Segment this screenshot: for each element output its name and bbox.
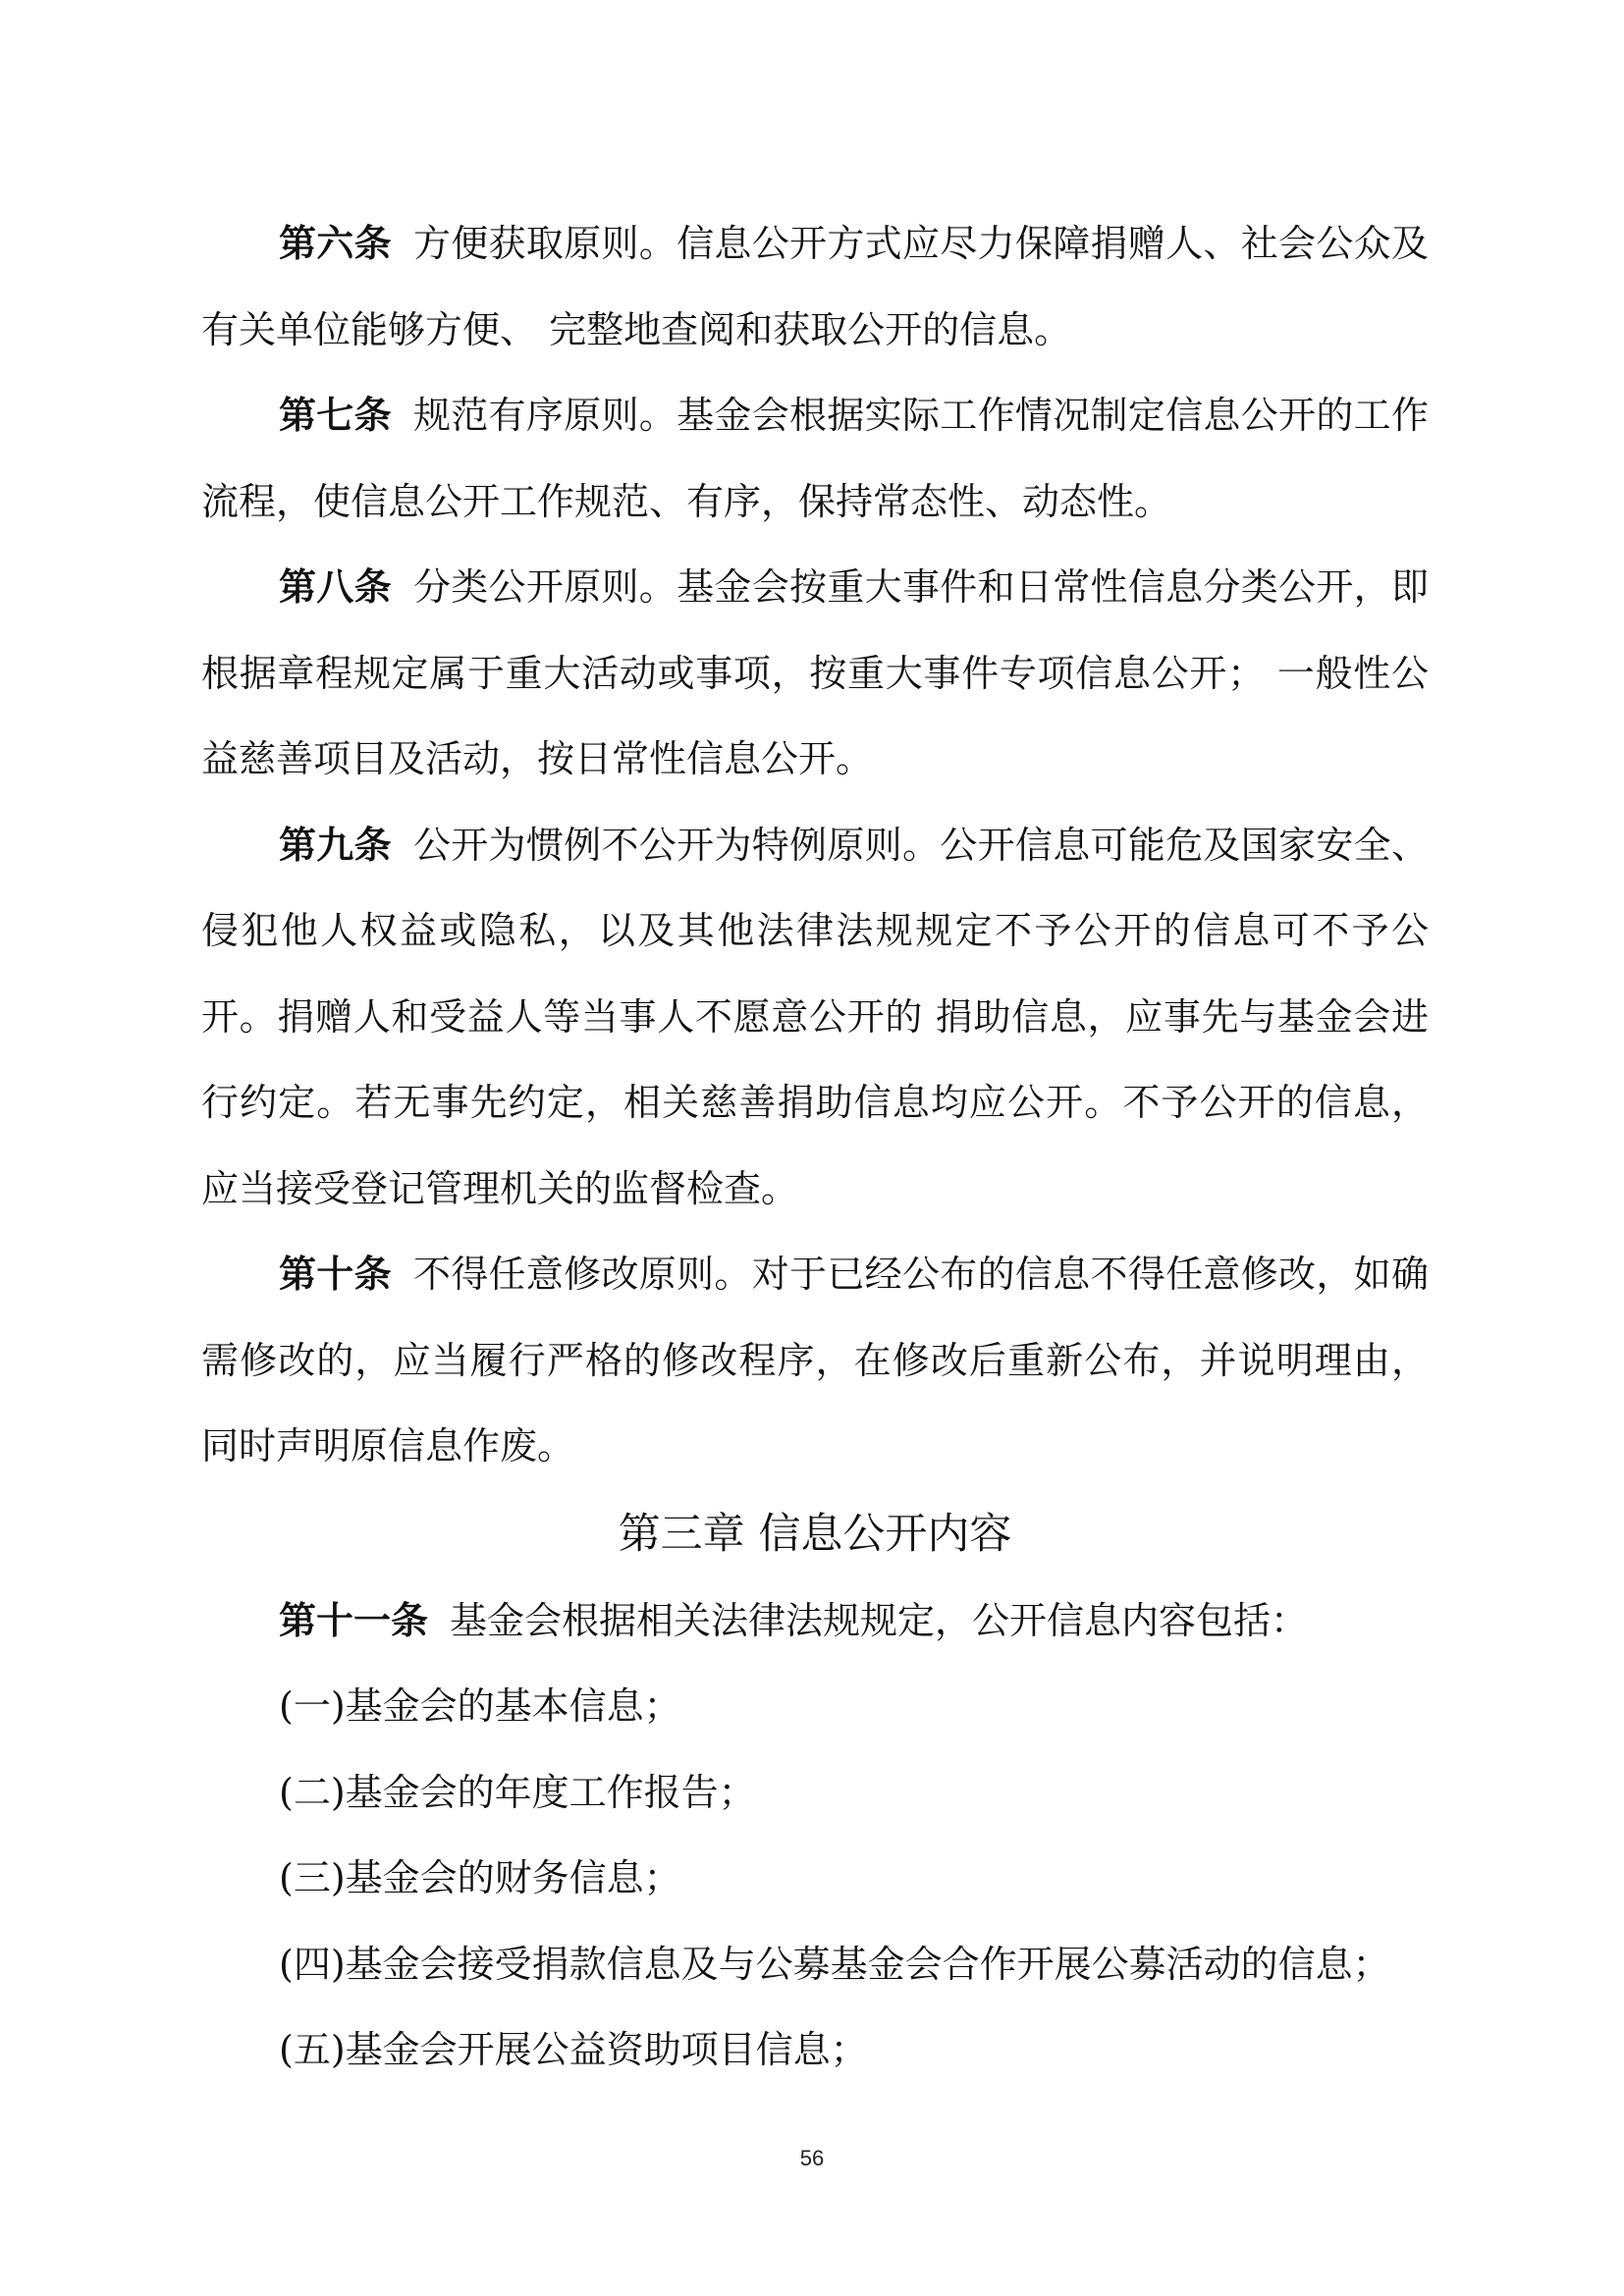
- article-7: [201, 373, 1429, 545]
- article-8: [201, 545, 1429, 803]
- article-text: 规范有序原则。基金会根据实际工作情况制定信息公开的工作流程，使信息公开工作规范、有序，保持常态性、动态性。: [201, 394, 1429, 523]
- article-text: 公开为惯例不公开为特例原则。公开信息可能危及国家安全、侵犯他人权益或隐私，以及其他法律法规规定不予公开的信息可不予公开。捐赠人和受益人等当事人不愿意公开的 捐助信息，应事先与基金会进行约定。若无事先约定，相关慈善捐助信息均应公开。不予公开的信息，应当接受登记管理机关的监督检查。: [201, 823, 1429, 1210]
- page-content: [201, 201, 1429, 2094]
- article-title: 第八条: [279, 565, 392, 609]
- article-text: 基金会根据相关法律法规规定，公开信息内容包括：: [450, 1598, 1309, 1642]
- article-11: [201, 1578, 1429, 1665]
- list-item: (三)基金会的财务信息；: [279, 1856, 681, 1899]
- article-text: 方便获取原则。信息公开方式应尽力保障捐赠人、社会公众及有关单位能够方便、 完整地查阅和获取公开的信息。: [201, 222, 1429, 351]
- article-text: 不得任意修改原则。对于已经公布的信息不得任意修改，如确需修改的，应当履行严格的修改程序，在修改后重新公布，并说明理由，同时声明原信息作废。: [201, 1253, 1429, 1468]
- article-10: [201, 1232, 1429, 1490]
- article-title: 第十条: [279, 1253, 392, 1296]
- article-9: [201, 803, 1429, 1233]
- article-title: 第六条: [279, 222, 392, 265]
- article-title: 第九条: [279, 823, 392, 867]
- list-item: (一)基金会的基本信息；: [279, 1684, 681, 1728]
- chapter-heading: 第三章 信息公开内容: [618, 1509, 1012, 1559]
- page-number: 56: [799, 2146, 825, 2170]
- article-title: 第十一条: [279, 1598, 429, 1642]
- article-text: 分类公开原则。基金会按重大事件和日常性信息分类公开，即根据章程规定属于重大活动或事项，按重大事件专项信息公开； 一般性公益慈善项目及活动，按日常性信息公开。: [201, 565, 1429, 780]
- list-item: (五)基金会开展公益资助项目信息；: [279, 2028, 868, 2071]
- list-item: (二)基金会的年度工作报告；: [279, 1770, 756, 1814]
- article-6: [201, 201, 1429, 373]
- article-title: 第七条: [279, 394, 392, 437]
- list-item: (四)基金会接受捐款信息及与公募基金会合作开展公募活动的信息；: [279, 1942, 1390, 1986]
